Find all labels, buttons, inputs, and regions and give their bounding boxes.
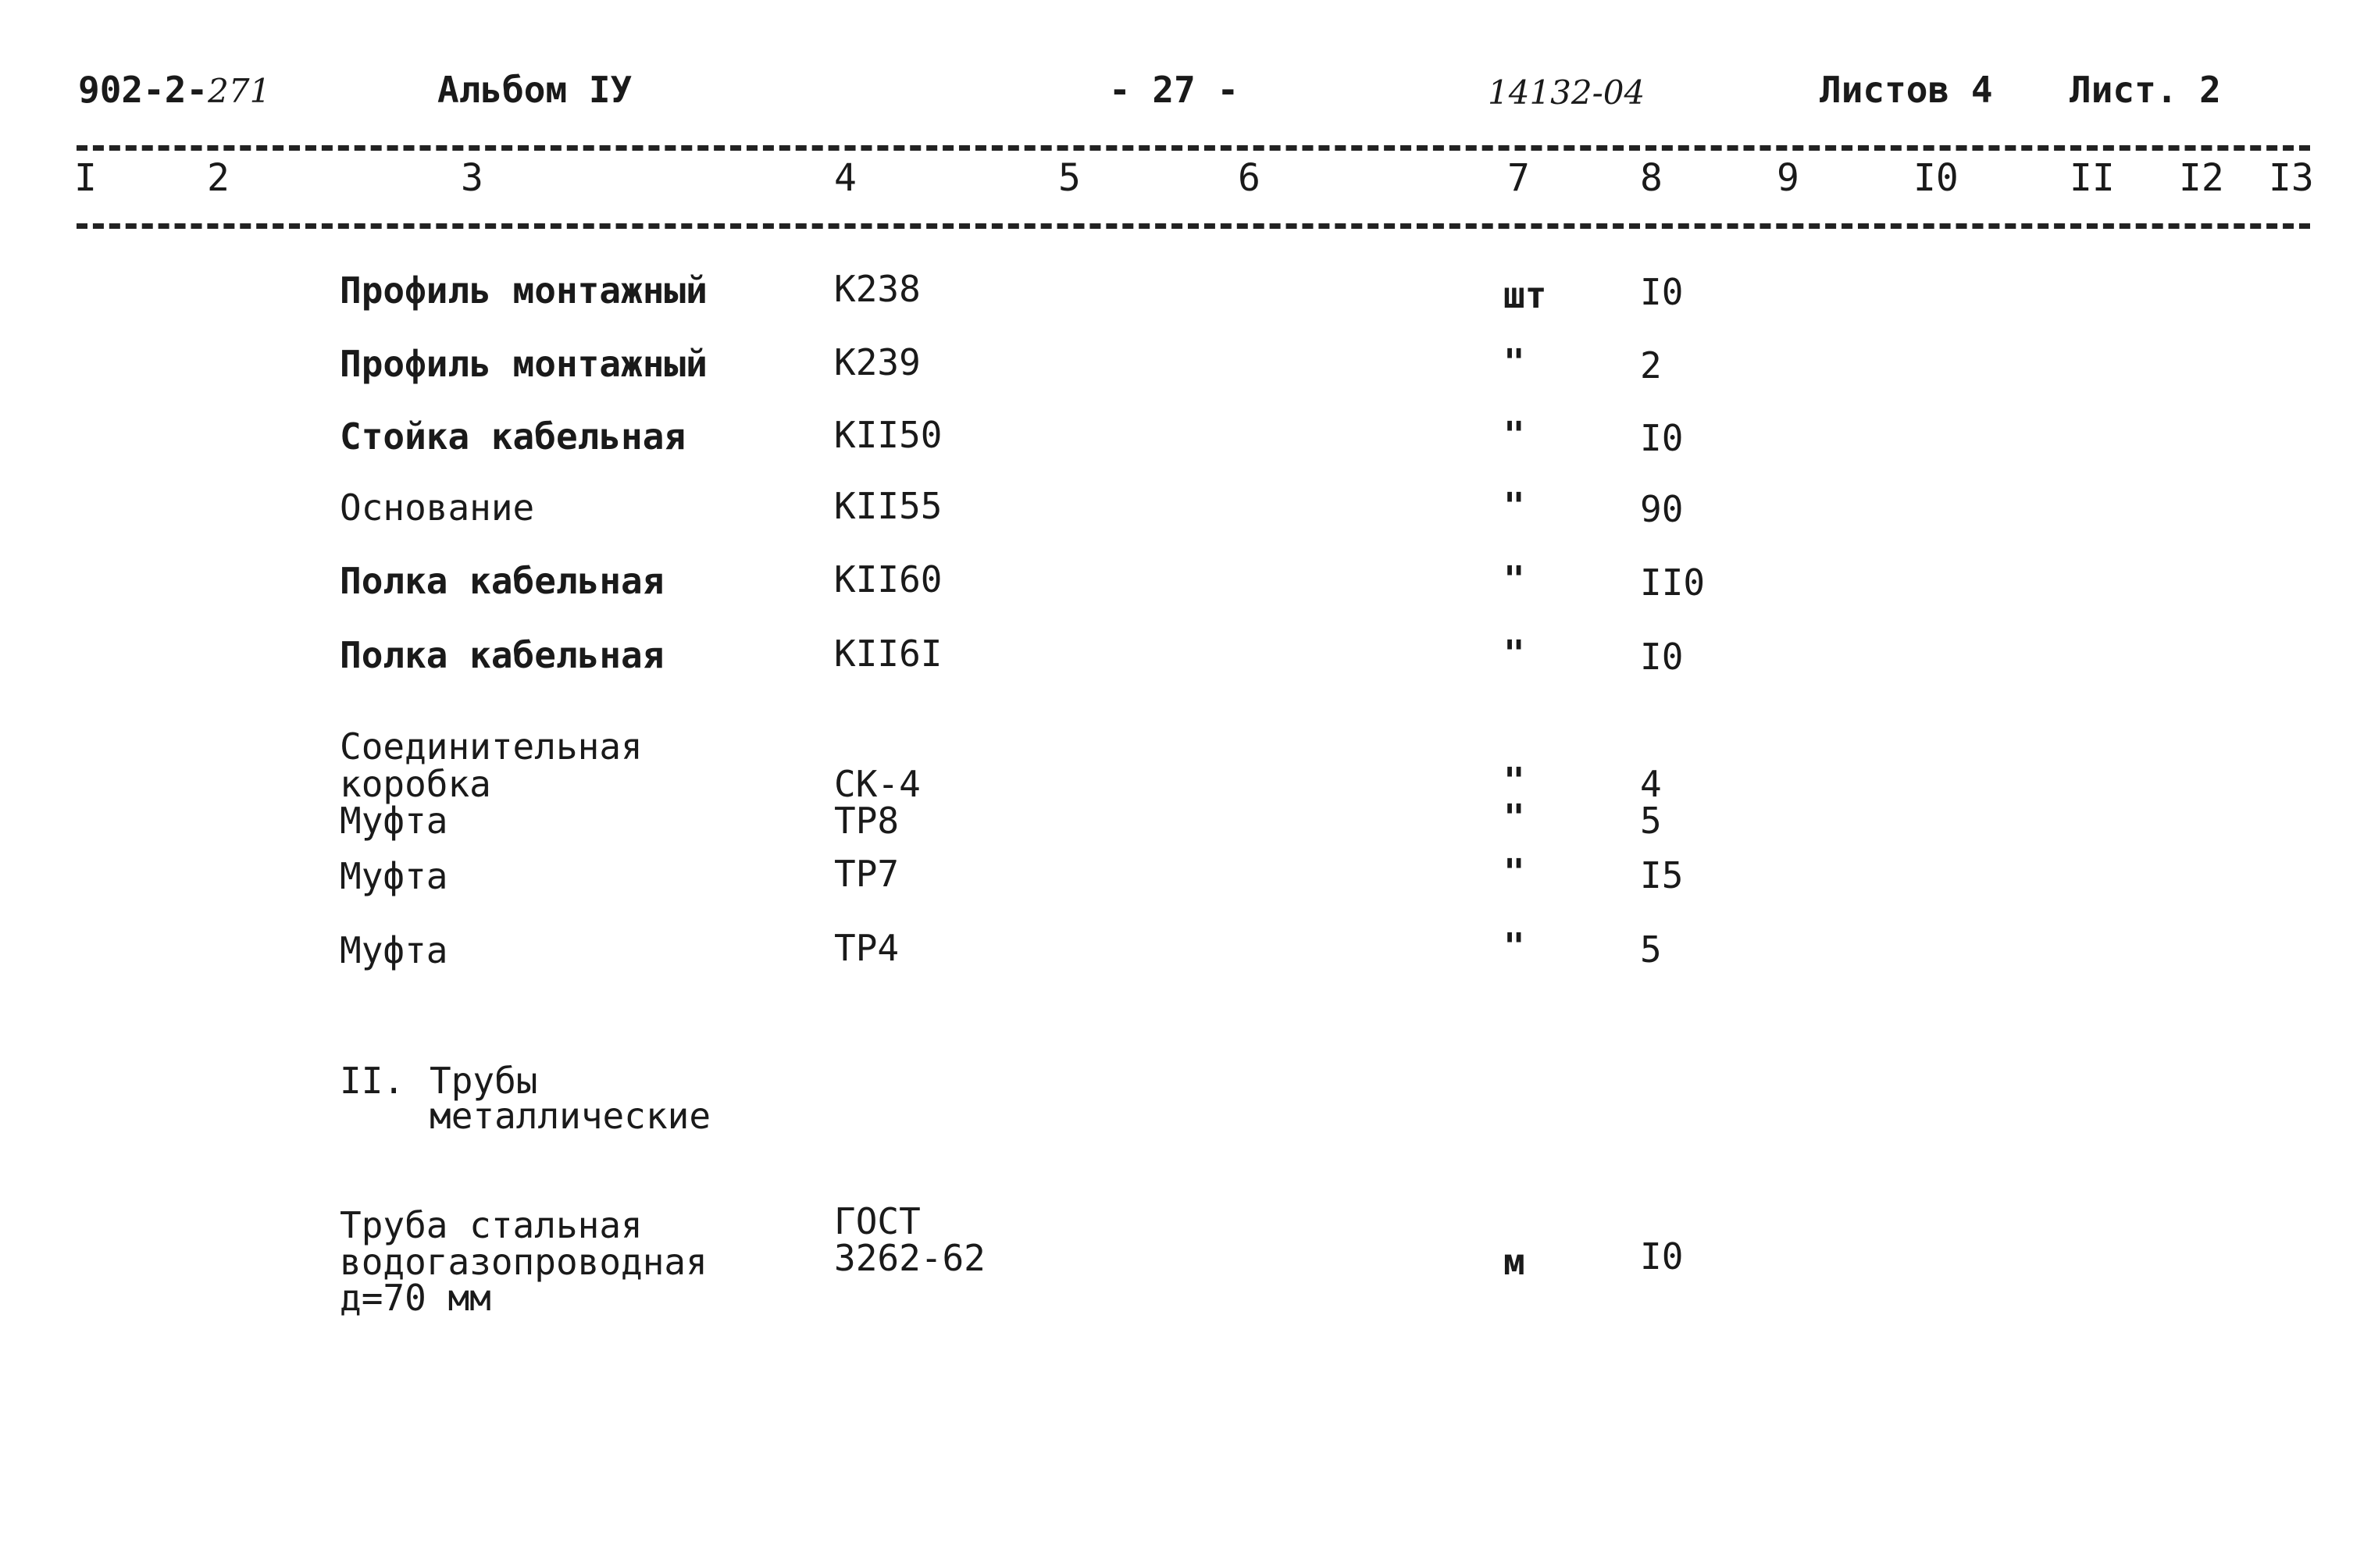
item-name: коробка: [340, 763, 491, 805]
item-quantity: II0: [1640, 561, 1706, 604]
item-code: ТР7: [834, 853, 900, 895]
item-name-line3: д=70 мм: [340, 1277, 491, 1319]
column-number: 9: [1777, 156, 1799, 200]
column-number: 6: [1238, 156, 1260, 200]
item-name: Полка кабельная: [340, 560, 665, 602]
item-name: Соединительная: [340, 725, 643, 768]
page-number: - 27 -: [1109, 69, 1239, 111]
item-name-line1: Труба стальная: [340, 1204, 643, 1246]
sheet-number: Лист. 2: [2070, 69, 2221, 111]
item-unit: ": [1503, 925, 1525, 968]
sheets-count: Листов 4: [1820, 69, 1993, 111]
item-quantity: 5: [1640, 928, 1662, 971]
section-title-line2: металлические: [430, 1095, 711, 1137]
item-unit: ": [1503, 558, 1525, 600]
column-number: 3: [461, 156, 483, 200]
item-name: Профиль монтажный: [340, 343, 708, 385]
item-code: ТР8: [834, 800, 900, 842]
column-number: I2: [2179, 156, 2224, 200]
document-code-printed: 902-2-: [78, 69, 209, 111]
item-name: Муфта: [340, 929, 448, 971]
item-unit: ": [1503, 851, 1525, 893]
section-title-line1: Трубы: [430, 1060, 538, 1102]
item-code: КII60: [834, 558, 943, 600]
album-label: Альбом IУ: [437, 69, 633, 111]
item-name: Полка кабельная: [340, 634, 665, 676]
item-unit: ": [1503, 485, 1525, 527]
column-number: 8: [1640, 156, 1663, 200]
column-number: I: [74, 156, 97, 200]
item-name: Муфта: [340, 855, 448, 897]
item-name: Муфта: [340, 800, 448, 842]
item-name-line2: водогазопроводная: [340, 1241, 708, 1283]
item-unit: м: [1503, 1241, 1525, 1283]
item-quantity: 90: [1640, 488, 1684, 530]
item-code: КII6I: [834, 633, 943, 675]
item-quantity: I0: [1640, 271, 1684, 313]
section-number: II.: [340, 1060, 405, 1102]
column-number: I0: [1913, 156, 1959, 200]
item-quantity: 5: [1640, 800, 1662, 842]
item-code: КII50: [834, 414, 943, 456]
item-name: Основание: [340, 486, 535, 529]
item-unit: ": [1503, 760, 1525, 802]
column-number: 7: [1507, 156, 1530, 200]
document-code: [78, 69, 270, 111]
item-quantity: I0: [1640, 1235, 1684, 1278]
item-code-line1: ГОСТ: [834, 1200, 921, 1242]
item-unit: ": [1503, 414, 1525, 456]
item-quantity: I0: [1640, 636, 1684, 678]
item-unit: ": [1503, 633, 1525, 675]
item-code: СК-4: [834, 763, 921, 805]
item-name: Стойка кабельная: [340, 415, 686, 458]
item-unit: шт: [1503, 274, 1547, 316]
item-code: ТР4: [834, 927, 900, 969]
item-quantity: I0: [1640, 417, 1684, 459]
document-code-handwritten: 271: [208, 72, 271, 110]
header-rule-top: [77, 145, 2310, 151]
item-quantity: 4: [1640, 763, 1662, 805]
column-number: 4: [834, 156, 857, 200]
item-code: КII55: [834, 485, 943, 527]
item-name: Профиль монтажный: [340, 269, 708, 312]
column-number: II: [2070, 156, 2115, 200]
header-rule-bottom: [77, 223, 2310, 229]
item-quantity: 2: [1640, 344, 1662, 387]
column-number: I3: [2269, 156, 2314, 200]
column-number: 2: [207, 156, 230, 200]
item-code: К239: [834, 341, 921, 383]
item-code-line2: 3262-62: [834, 1237, 986, 1279]
column-number: 5: [1058, 156, 1081, 200]
item-code: К238: [834, 268, 921, 310]
item-quantity: I5: [1640, 854, 1684, 896]
item-unit: ": [1503, 796, 1525, 839]
inventory-number: 14132-04: [1488, 73, 1645, 112]
item-unit: ": [1503, 341, 1525, 383]
